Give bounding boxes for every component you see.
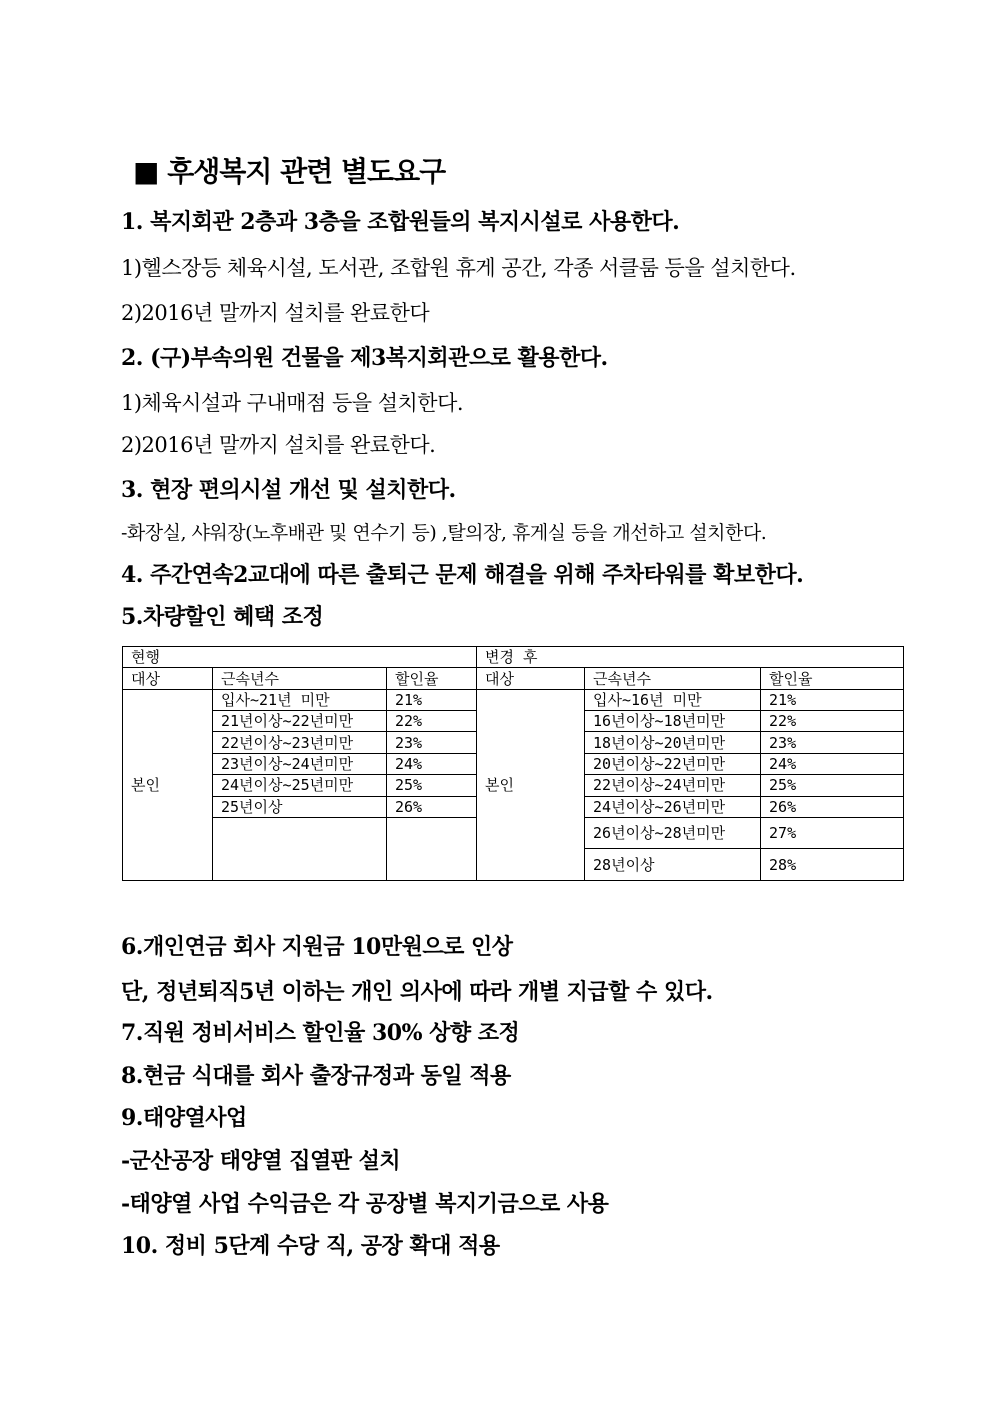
header-years-changed: 근속년수 xyxy=(585,668,761,689)
changed-rate-cell: 28% xyxy=(761,849,904,881)
changed-target-cell: 본인 xyxy=(477,689,585,880)
item-2-heading: 2. (구)부속의원 건물을 제3복지회관으로 활용한다. xyxy=(121,345,608,371)
changed-rate-cell: 27% xyxy=(761,817,904,849)
item-3-sub-1: -화장실, 샤워장(노후배관 및 연수기 등) ,탈의장, 휴게실 등을 개선하고 설치한다. xyxy=(121,522,767,544)
current-rate-cell: 24% xyxy=(387,753,477,774)
header-target-changed: 대상 xyxy=(477,668,585,689)
current-section-label: 현행 xyxy=(123,647,477,668)
vehicle-discount-table xyxy=(122,646,904,881)
item-5-heading: 5.차량할인 혜택 조정 xyxy=(121,604,324,630)
item-1-sub-1: 1)헬스장등 체육시설, 도서관, 조합원 휴게 공간, 각종 서클룸 등을 설치한다. xyxy=(121,256,796,280)
current-rate-cell-empty xyxy=(387,817,477,880)
item-1-sub-2: 2)2016년 말까지 설치를 완료한다 xyxy=(121,301,430,325)
changed-rate-cell: 21% xyxy=(761,689,904,710)
item-7-heading: 7.직원 정비서비스 할인율 30% 상향 조정 xyxy=(121,1020,520,1046)
table-row xyxy=(123,689,904,710)
current-rate-cell: 25% xyxy=(387,775,477,796)
item-8-heading: 8.현금 식대를 회사 출장규정과 동일 적용 xyxy=(121,1063,511,1089)
header-rate: 할인율 xyxy=(387,668,477,689)
current-rate-cell: 26% xyxy=(387,796,477,817)
changed-years-cell: 26년이상~28년미만 xyxy=(585,817,761,849)
changed-years-cell: 입사~16년 미만 xyxy=(585,689,761,710)
item-1-heading: 1. 복지회관 2층과 3층을 조합원들의 복지시설로 사용한다. xyxy=(121,209,680,235)
current-years-cell: 23년이상~24년미만 xyxy=(213,753,387,774)
item-2-sub-1: 1)체육시설과 구내매점 등을 설치한다. xyxy=(121,391,464,415)
item-9-sub-2: -태양열 사업 수익금은 각 공장별 복지기금으로 사용 xyxy=(121,1191,609,1217)
header-years: 근속년수 xyxy=(213,668,387,689)
changed-section-label: 변경 후 xyxy=(477,647,904,668)
item-3-heading: 3. 현장 편의시설 개선 및 설치한다. xyxy=(121,477,456,503)
changed-rate-cell: 22% xyxy=(761,711,904,732)
document-title: ■ 후생복지 관련 별도요구 xyxy=(133,155,446,188)
current-rate-cell: 23% xyxy=(387,732,477,753)
changed-years-cell: 22년이상~24년미만 xyxy=(585,775,761,796)
changed-years-cell: 18년이상~20년미만 xyxy=(585,732,761,753)
current-years-cell: 24년이상~25년미만 xyxy=(213,775,387,796)
changed-years-cell: 24년이상~26년미만 xyxy=(585,796,761,817)
changed-years-cell: 16년이상~18년미만 xyxy=(585,711,761,732)
item-2-sub-2: 2)2016년 말까지 설치를 완료한다. xyxy=(121,433,436,457)
current-years-cell: 25년이상 xyxy=(213,796,387,817)
current-rate-cell: 22% xyxy=(387,711,477,732)
item-10-heading: 10. 정비 5단계 수당 직, 공장 확대 적용 xyxy=(121,1233,500,1259)
changed-rate-cell: 26% xyxy=(761,796,904,817)
current-years-cell: 입사~21년 미만 xyxy=(213,689,387,710)
changed-rate-cell: 25% xyxy=(761,775,904,796)
current-years-cell-empty xyxy=(213,817,387,880)
current-years-cell: 21년이상~22년미만 xyxy=(213,711,387,732)
changed-rate-cell: 23% xyxy=(761,732,904,753)
current-rate-cell: 21% xyxy=(387,689,477,710)
header-rate-changed: 할인율 xyxy=(761,668,904,689)
changed-years-cell: 20년이상~22년미만 xyxy=(585,753,761,774)
header-target: 대상 xyxy=(123,668,213,689)
changed-rate-cell: 24% xyxy=(761,753,904,774)
item-9-heading: 9.태양열사업 xyxy=(121,1105,247,1131)
item-6-note: 단, 정년퇴직5년 이하는 개인 의사에 따라 개별 지급할 수 있다. xyxy=(121,979,713,1005)
current-years-cell: 22년이상~23년미만 xyxy=(213,732,387,753)
item-6-heading: 6.개인연금 회사 지원금 10만원으로 인상 xyxy=(121,934,513,960)
current-target-cell: 본인 xyxy=(123,689,213,880)
item-9-sub-1: -군산공장 태양열 집열판 설치 xyxy=(121,1148,401,1174)
item-4-heading: 4. 주간연속2교대에 따른 출퇴근 문제 해결을 위해 주차타워를 확보한다. xyxy=(121,562,804,588)
changed-years-cell: 28년이상 xyxy=(585,849,761,881)
